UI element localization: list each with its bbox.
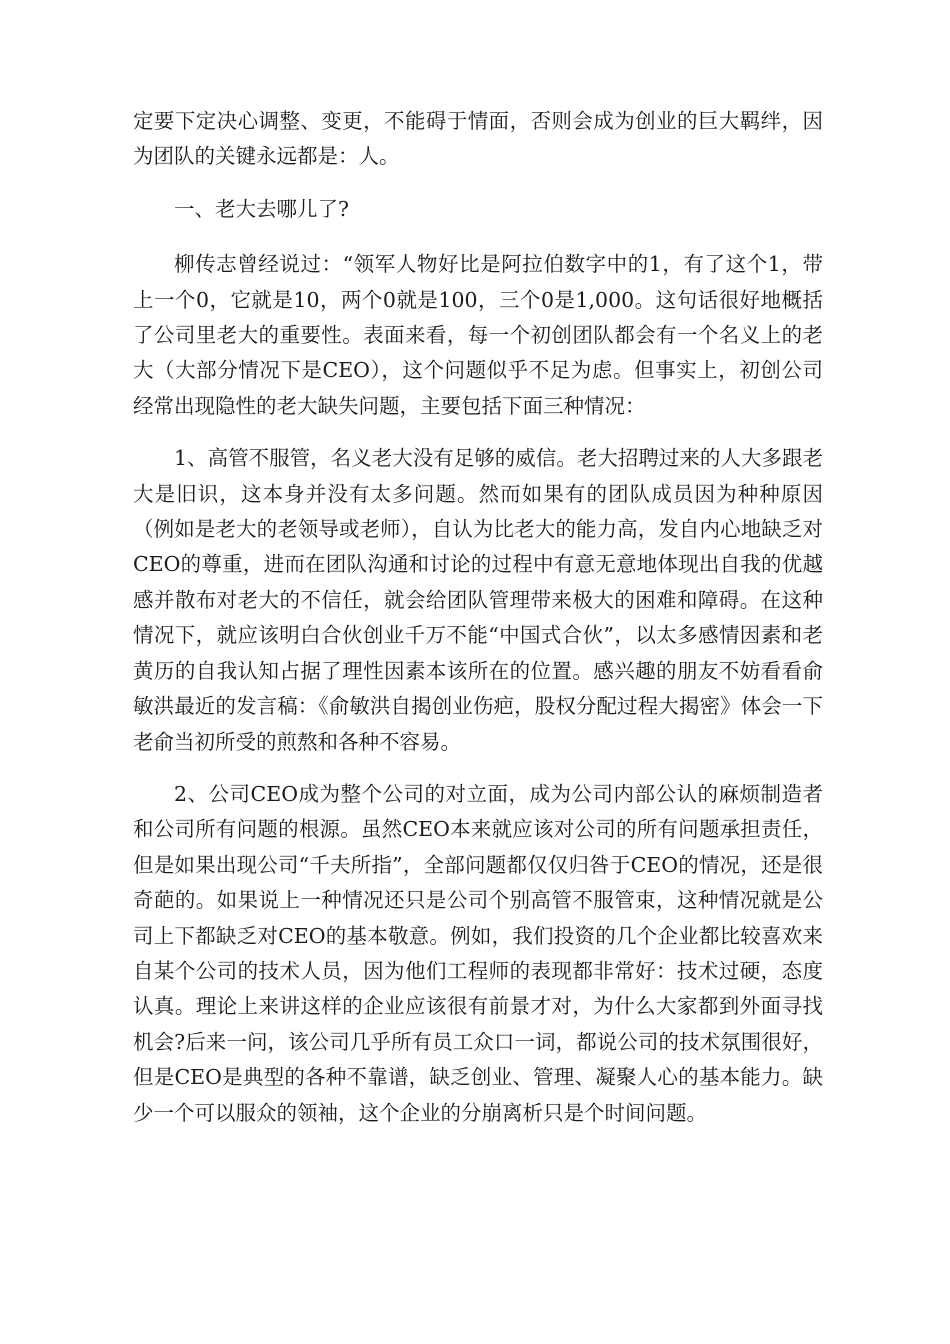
paragraph-intro: 柳传志曾经说过：“领军人物好比是阿拉伯数字中的1，有了这个1，带上一个0，它就是10，两个0就是100，三个0是1,000。这句话很好地概括了公司里老大的重要性。表面来看，每一个初创团队都会有一个名义上的老大（大部分情况下是CEO），这个问题似乎不足为虑。但事实上，初创公司经常出现隐性的老大缺失问题，主要包括下面三种情况： (133, 252, 823, 418)
paragraph-continuation: 定要下定决心调整、变更，不能碍于情面，否则会成为创业的巨大羁绊，因为团队的关键永远都是：人。 (133, 109, 823, 169)
paragraph-case-1: 1、高管不服管，名义老大没有足够的威信。老大招聘过来的人大多跟老大是旧识，这本身并没有太多问题。然而如果有的团队成员因为种种原因（例如是老大的老领导或老师），自认为比老大的能力高，发自内心地缺乏对CEO的尊重，进而在团队沟通和讨论的过程中有意无意地体现出自我的优越感并散布对老大的不信任，就会给团队管理带来极大的困难和障碍。在这种情况下，就应该明白合伙创业千万不能“中国式合伙”，以太多感情因素和老黄历的自我认知占据了理性因素本该所在的位置。感兴趣的朋友不妨看看俞敏洪最近的发言稿：《俞敏洪自揭创业伤疤，股权分配过程大揭密》体会一下老俞当初所受的煎熬和各种不容易。 (133, 446, 823, 754)
document-body (133, 104, 823, 1148)
paragraph-case-2: 2、公司CEO成为整个公司的对立面，成为公司内部公认的麻烦制造者和公司所有问题的根源。虽然CEO本来就应该对公司的所有问题承担责任，但是如果出现公司“千夫所指”，全部问题都仅仅归咎于CEO的情况，还是很奇葩的。如果说上一种情况还只是公司个别高管不服管束，这种情况就是公司上下都缺乏对CEO的基本敬意。例如，我们投资的几个企业都比较喜欢来自某个公司的技术人员，因为他们工程师的表现都非常好：技术过硬，态度认真。理论上来讲这样的企业应该很有前景才对，为什么大家都到外面寻找机会?后来一问，该公司几乎所有员工众口一词，都说公司的技术氛围很好，但是CEO是典型的各种不靠谱，缺乏创业、管理、凝聚人心的基本能力。缺少一个可以服众的领袖，这个企业的分崩离析只是个时间问题。 (133, 781, 823, 1125)
section-heading: 一、老大去哪儿了? (174, 196, 349, 221)
